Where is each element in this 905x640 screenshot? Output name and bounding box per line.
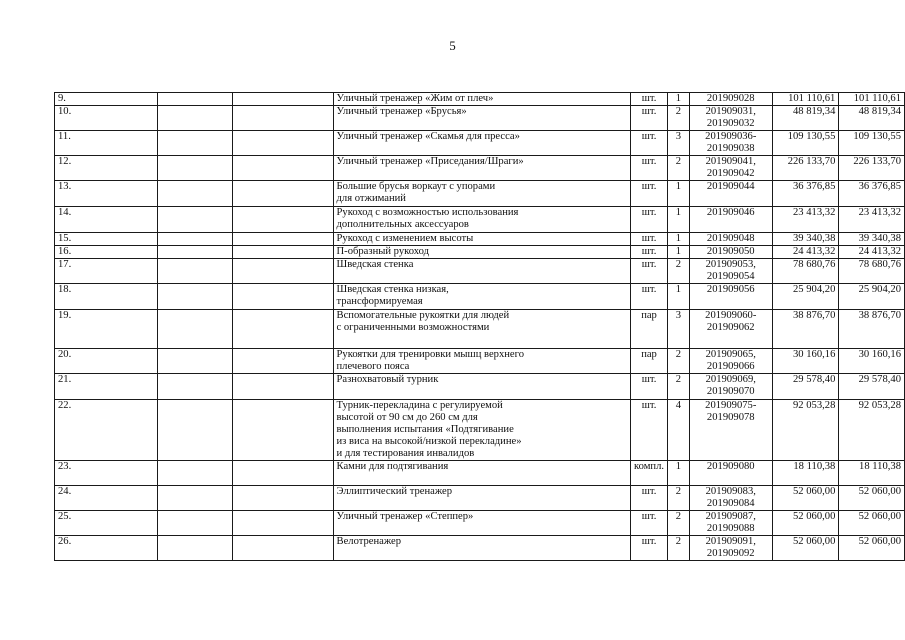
page-number: 5: [449, 38, 456, 53]
item-name: Эллиптический тренажер: [333, 486, 631, 511]
empty-cell: [157, 284, 233, 310]
table-row: [55, 259, 905, 284]
unit: шт.: [631, 207, 668, 233]
empty-cell: [157, 511, 233, 536]
unit-price: 38 876,70: [772, 310, 838, 349]
unit-price: 25 904,20: [772, 284, 838, 310]
unit-price: 226 133,70: [772, 156, 838, 181]
total-sum: 25 904,20: [839, 284, 905, 310]
quantity: 2: [668, 374, 690, 400]
inventory-number: 201909060- 201909062: [689, 310, 772, 349]
empty-cell: [157, 207, 233, 233]
inventory-number: 201909028: [689, 93, 772, 106]
empty-cell: [157, 486, 233, 511]
unit: шт.: [631, 284, 668, 310]
table-row: [55, 181, 905, 207]
inventory-number: 201909080: [689, 461, 772, 486]
item-name: Уличный тренажер «Брусья»: [333, 106, 631, 131]
row-number: 23.: [55, 461, 158, 486]
unit-price: 30 160,16: [772, 349, 838, 374]
empty-cell: [233, 246, 333, 259]
empty-cell: [157, 131, 233, 156]
quantity: 3: [668, 310, 690, 349]
table-row: [55, 400, 905, 461]
quantity: 2: [668, 349, 690, 374]
total-sum: 52 060,00: [839, 486, 905, 511]
table-row: [55, 93, 905, 106]
item-name: Турник-перекладина с регулируемой высотой от 90 см до 260 см для выполнения испытания «Подтягивание из виса на высокой/низкой перекладине» и для тестирования инвалидов: [333, 400, 631, 461]
empty-cell: [157, 181, 233, 207]
total-sum: 101 110,61: [839, 93, 905, 106]
table-row: [55, 310, 905, 349]
empty-cell: [157, 349, 233, 374]
quantity: 1: [668, 181, 690, 207]
inventory-number: 201909087, 201909088: [689, 511, 772, 536]
total-sum: 29 578,40: [839, 374, 905, 400]
quantity: 2: [668, 486, 690, 511]
empty-cell: [233, 259, 333, 284]
row-number: 18.: [55, 284, 158, 310]
unit-price: 39 340,38: [772, 233, 838, 246]
table-row: [55, 461, 905, 486]
total-sum: 36 376,85: [839, 181, 905, 207]
empty-cell: [157, 259, 233, 284]
unit-price: 24 413,32: [772, 246, 838, 259]
table-row: [55, 349, 905, 374]
inventory-number: 201909069, 201909070: [689, 374, 772, 400]
row-number: 19.: [55, 310, 158, 349]
quantity: 1: [668, 284, 690, 310]
empty-cell: [233, 536, 333, 561]
unit-price: 101 110,61: [772, 93, 838, 106]
quantity: 1: [668, 207, 690, 233]
inventory-number: 201909048: [689, 233, 772, 246]
unit: шт.: [631, 233, 668, 246]
unit-price: 23 413,32: [772, 207, 838, 233]
item-name: П-образный рукоход: [333, 246, 631, 259]
equipment-table-body: [55, 93, 905, 561]
item-name: Вспомогательные рукоятки для людей с ограниченными возможностями: [333, 310, 631, 349]
item-name: Велотренажер: [333, 536, 631, 561]
row-number: 17.: [55, 259, 158, 284]
table-row: [55, 156, 905, 181]
row-number: 10.: [55, 106, 158, 131]
empty-cell: [157, 246, 233, 259]
empty-cell: [233, 349, 333, 374]
total-sum: 109 130,55: [839, 131, 905, 156]
row-number: 13.: [55, 181, 158, 207]
empty-cell: [233, 511, 333, 536]
empty-cell: [157, 93, 233, 106]
unit-price: 48 819,34: [772, 106, 838, 131]
row-number: 24.: [55, 486, 158, 511]
empty-cell: [233, 106, 333, 131]
row-number: 9.: [55, 93, 158, 106]
empty-cell: [157, 310, 233, 349]
empty-cell: [157, 374, 233, 400]
unit: шт.: [631, 536, 668, 561]
table-row: [55, 511, 905, 536]
empty-cell: [157, 461, 233, 486]
row-number: 11.: [55, 131, 158, 156]
quantity: 2: [668, 106, 690, 131]
item-name: Рукоход с изменением высоты: [333, 233, 631, 246]
quantity: 1: [668, 246, 690, 259]
unit: пар: [631, 310, 668, 349]
unit: шт.: [631, 181, 668, 207]
row-number: 26.: [55, 536, 158, 561]
quantity: 2: [668, 156, 690, 181]
quantity: 4: [668, 400, 690, 461]
unit-price: 18 110,38: [772, 461, 838, 486]
inventory-number: 201909056: [689, 284, 772, 310]
inventory-number: 201909091, 201909092: [689, 536, 772, 561]
empty-cell: [157, 156, 233, 181]
inventory-number: 201909046: [689, 207, 772, 233]
item-name: Камни для подтягивания: [333, 461, 631, 486]
inventory-number: 201909050: [689, 246, 772, 259]
unit: шт.: [631, 511, 668, 536]
item-name: Уличный тренажер «Скамья для пресса»: [333, 131, 631, 156]
total-sum: 23 413,32: [839, 207, 905, 233]
unit: шт.: [631, 259, 668, 284]
inventory-number: 201909041, 201909042: [689, 156, 772, 181]
total-sum: 78 680,76: [839, 259, 905, 284]
item-name: Уличный тренажер «Приседания/Шраги»: [333, 156, 631, 181]
total-sum: 52 060,00: [839, 536, 905, 561]
quantity: 1: [668, 233, 690, 246]
quantity: 1: [668, 93, 690, 106]
item-name: Большие брусья воркаут с упорами для отжиманий: [333, 181, 631, 207]
unit-price: 52 060,00: [772, 536, 838, 561]
inventory-number: 201909036- 201909038: [689, 131, 772, 156]
inventory-number: 201909031, 201909032: [689, 106, 772, 131]
table-row: [55, 536, 905, 561]
item-name: Уличный тренажер «Жим от плеч»: [333, 93, 631, 106]
total-sum: 226 133,70: [839, 156, 905, 181]
empty-cell: [233, 181, 333, 207]
table-row: [55, 246, 905, 259]
unit: шт.: [631, 486, 668, 511]
total-sum: 18 110,38: [839, 461, 905, 486]
equipment-table: [54, 92, 905, 561]
total-sum: 24 413,32: [839, 246, 905, 259]
inventory-number: 201909075- 201909078: [689, 400, 772, 461]
table-row: [55, 233, 905, 246]
item-name: Шведская стенка низкая, трансформируемая: [333, 284, 631, 310]
unit: шт.: [631, 156, 668, 181]
table-row: [55, 374, 905, 400]
unit-price: 36 376,85: [772, 181, 838, 207]
empty-cell: [233, 374, 333, 400]
total-sum: 30 160,16: [839, 349, 905, 374]
empty-cell: [233, 486, 333, 511]
row-number: 14.: [55, 207, 158, 233]
empty-cell: [233, 461, 333, 486]
unit-price: 78 680,76: [772, 259, 838, 284]
empty-cell: [157, 536, 233, 561]
row-number: 20.: [55, 349, 158, 374]
unit: шт.: [631, 400, 668, 461]
inventory-number: 201909044: [689, 181, 772, 207]
total-sum: 38 876,70: [839, 310, 905, 349]
empty-cell: [233, 233, 333, 246]
unit: шт.: [631, 374, 668, 400]
empty-cell: [157, 400, 233, 461]
row-number: 21.: [55, 374, 158, 400]
empty-cell: [157, 233, 233, 246]
unit: шт.: [631, 106, 668, 131]
quantity: 1: [668, 461, 690, 486]
row-number: 15.: [55, 233, 158, 246]
item-name: Рукоход с возможностью использования дополнительных аксессуаров: [333, 207, 631, 233]
item-name: Рукоятки для тренировки мышц верхнего плечевого пояса: [333, 349, 631, 374]
row-number: 22.: [55, 400, 158, 461]
total-sum: 39 340,38: [839, 233, 905, 246]
unit: компл.: [631, 461, 668, 486]
item-name: Шведская стенка: [333, 259, 631, 284]
empty-cell: [157, 106, 233, 131]
empty-cell: [233, 284, 333, 310]
empty-cell: [233, 131, 333, 156]
table-row: [55, 284, 905, 310]
empty-cell: [233, 93, 333, 106]
row-number: 25.: [55, 511, 158, 536]
table-row: [55, 207, 905, 233]
empty-cell: [233, 156, 333, 181]
unit: шт.: [631, 246, 668, 259]
quantity: 2: [668, 511, 690, 536]
total-sum: 92 053,28: [839, 400, 905, 461]
unit: шт.: [631, 131, 668, 156]
table-row: [55, 486, 905, 511]
quantity: 3: [668, 131, 690, 156]
item-name: Разнохватовый турник: [333, 374, 631, 400]
total-sum: 52 060,00: [839, 511, 905, 536]
item-name: Уличный тренажер «Степпер»: [333, 511, 631, 536]
inventory-number: 201909053, 201909054: [689, 259, 772, 284]
table-row: [55, 106, 905, 131]
unit: шт.: [631, 93, 668, 106]
row-number: 12.: [55, 156, 158, 181]
total-sum: 48 819,34: [839, 106, 905, 131]
unit-price: 52 060,00: [772, 486, 838, 511]
empty-cell: [233, 207, 333, 233]
unit-price: 92 053,28: [772, 400, 838, 461]
unit-price: 109 130,55: [772, 131, 838, 156]
unit-price: 29 578,40: [772, 374, 838, 400]
inventory-number: 201909065, 201909066: [689, 349, 772, 374]
quantity: 2: [668, 259, 690, 284]
unit: пар: [631, 349, 668, 374]
empty-cell: [233, 400, 333, 461]
quantity: 2: [668, 536, 690, 561]
empty-cell: [233, 310, 333, 349]
inventory-number: 201909083, 201909084: [689, 486, 772, 511]
table-row: [55, 131, 905, 156]
unit-price: 52 060,00: [772, 511, 838, 536]
row-number: 16.: [55, 246, 158, 259]
